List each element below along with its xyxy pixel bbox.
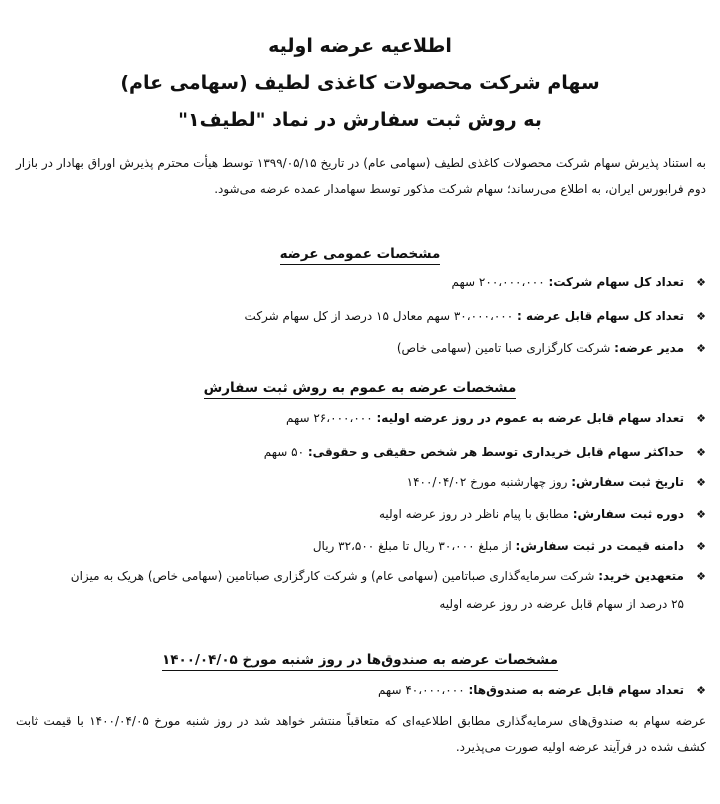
diamond-bullet-icon: ❖ xyxy=(696,412,706,425)
diamond-bullet-icon: ❖ xyxy=(696,310,706,323)
list-item: ❖دوره ثبت سفارش: مطابق با پیام ناظر در روز عرضه اولیه xyxy=(14,502,706,527)
section-funds-title: مشخصات عرضه به صندوق‌ها در روز شنبه مورخ ۱۴۰۰/۰۴/۰۵ xyxy=(0,652,720,668)
diamond-bullet-icon: ❖ xyxy=(696,570,706,583)
diamond-bullet-icon: ❖ xyxy=(696,540,706,553)
list-item: ❖مدیر عرضه: شرکت کارگزاری صبا تامین (سهامی خاص) xyxy=(14,336,706,361)
intro-paragraph: به استناد پذیرش سهام شرکت محصولات کاغذی لطیف (سهامی عام) در تاریخ ۱۳۹۹/۰۵/۱۵ توسط هیأت محترم پذیرش اوراق بهادار در بازار دوم فرابورس ایران، به اطلاع می‌رساند؛ سهام شرکت مذکور توسط سهامدار عمده عرضه می‌شود. xyxy=(16,156,707,196)
list-item: ❖حداکثر سهام قابل خریداری توسط هر شخص حقیقی و حقوقی: ۵۰ سهم xyxy=(14,440,706,465)
section-general-title: مشخصات عمومی عرضه xyxy=(0,246,720,262)
header-method: به روش ثبت سفارش در نماد "لطیف۱" xyxy=(178,109,542,131)
diamond-bullet-icon: ❖ xyxy=(696,446,706,459)
diamond-bullet-icon: ❖ xyxy=(696,342,706,355)
header-company: سهام شرکت محصولات کاغذی لطیف (سهامی عام) xyxy=(120,72,600,94)
list-item: ❖تاریخ ثبت سفارش: روز چهارشنبه مورخ ۱۴۰۰/۰۴/۰۲ xyxy=(14,470,706,495)
header-title: اطلاعیه عرضه اولیه xyxy=(268,35,452,57)
funds-note: عرضه سهام به صندوق‌های سرمایه‌گذاری مطابق اطلاعیه‌ای که متعاقباً منتشر خواهد شد در روز شنبه مورخ ۱۴۰۰/۰۴/۰۵ با قیمت ثابت کشف شده در فرآیند عرضه اولیه صورت می‌پذیرد. xyxy=(16,714,706,754)
list-item: ❖دامنه قیمت در ثبت سفارش: از مبلغ ۳۰،۰۰۰ ریال تا مبلغ ۳۲،۵۰۰ ریال xyxy=(14,534,706,559)
header xyxy=(0,28,720,139)
underwriter-continuation: ۲۵ درصد از سهام قابل عرضه در روز عرضه اولیه xyxy=(439,597,684,611)
list-item: ❖تعداد کل سهام قابل عرضه : ۳۰،۰۰۰،۰۰۰ سهم معادل ۱۵ درصد از کل سهام شرکت xyxy=(14,304,706,329)
list-item: ❖متعهدین خرید: شرکت سرمایه‌گذاری صباتامین (سهامی عام) و شرکت کارگزاری صباتامین (سهامی خاص) هریک به میزان xyxy=(14,564,706,589)
list-item: ❖تعداد کل سهام شرکت: ۲۰۰،۰۰۰،۰۰۰ سهم xyxy=(14,270,706,295)
list-item: ❖تعداد سهام قابل عرضه به عموم در روز عرضه اولیه: ۲۶،۰۰۰،۰۰۰ سهم xyxy=(14,406,706,431)
section-public-title: مشخصات عرضه به عموم به روش ثبت سفارش xyxy=(0,380,720,396)
diamond-bullet-icon: ❖ xyxy=(696,508,706,521)
list-item: ❖تعداد سهام قابل عرضه به صندوق‌ها: ۴۰،۰۰۰،۰۰۰ سهم xyxy=(14,678,706,703)
diamond-bullet-icon: ❖ xyxy=(696,476,706,489)
diamond-bullet-icon: ❖ xyxy=(696,684,706,697)
diamond-bullet-icon: ❖ xyxy=(696,276,706,289)
